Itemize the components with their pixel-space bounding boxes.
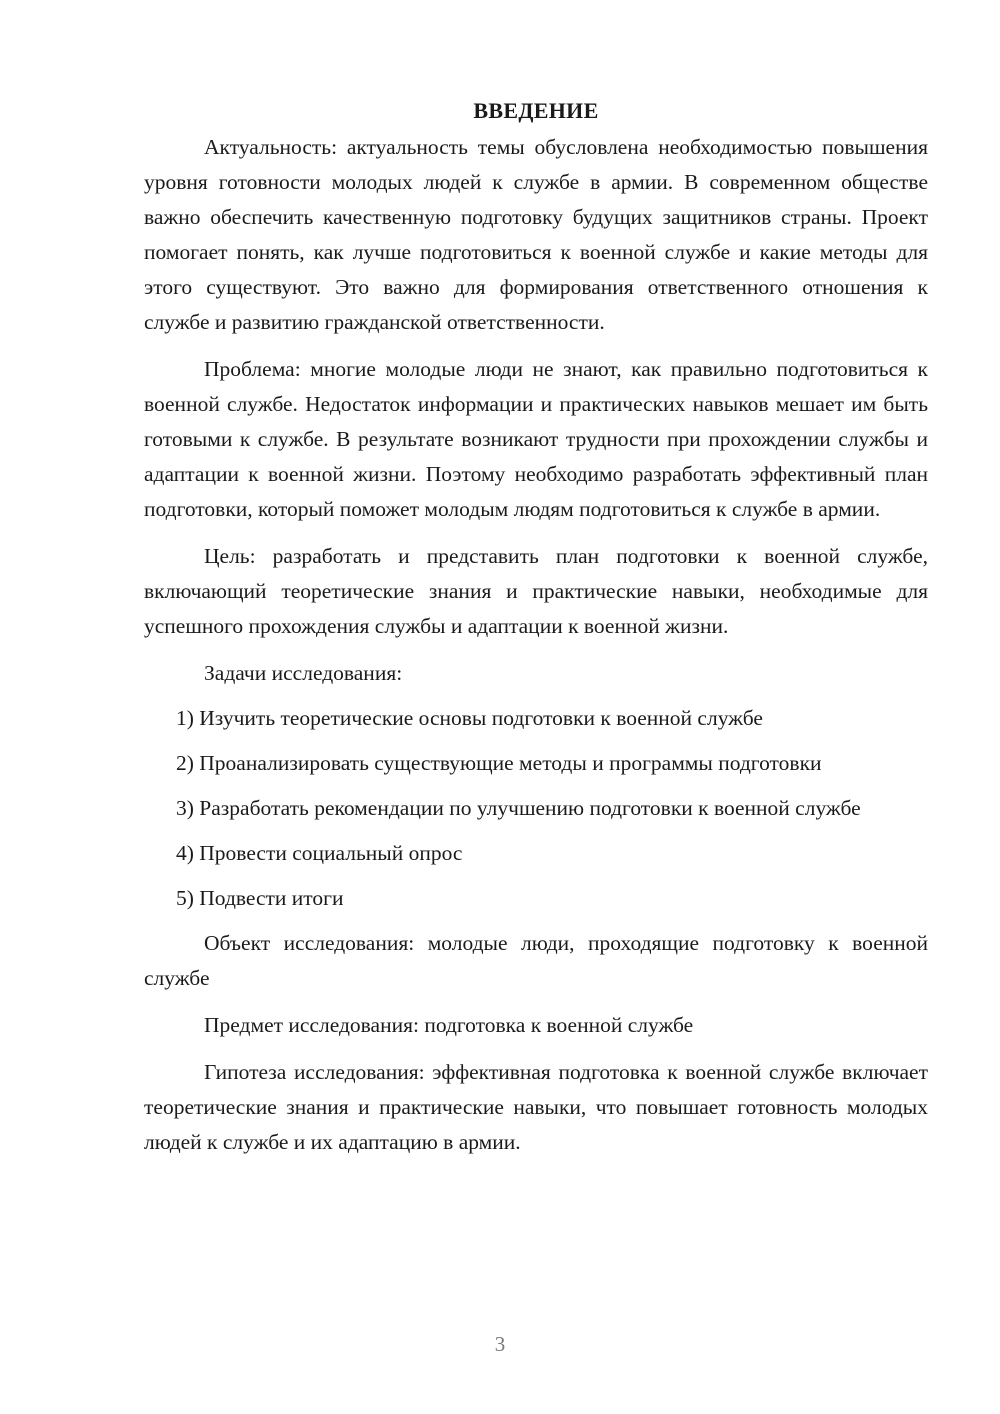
tasks-list: [144, 701, 928, 916]
task-item-3: 3) Разработать рекомендации по улучшению подготовки к военной службе: [176, 796, 861, 820]
task-item-5: 5) Подвести итоги: [176, 886, 344, 910]
paragraph-relevance: Актуальность: актуальность темы обусловлена необходимостью повышения уровня готовности молодых людей к службе в армии. В современном обществе важно обеспечить качественную подготовку будущих защитников страны. Проект помогает понять, как лучше подготовиться к военной службе и какие методы для этого существуют. Это важно для формирования ответственного отношения к службе и развитию гражданской ответственности.: [144, 135, 928, 334]
paragraph-hypothesis: Гипотеза исследования: эффективная подготовка к военной службе включает теоретические знания и практические навыки, что повышает готовность молодых людей к службе и их адаптацию в армии.: [144, 1060, 928, 1154]
page-title: ВВЕДЕНИЕ: [473, 98, 599, 123]
paragraph-subject: Предмет исследования: подготовка к военной службе: [204, 1013, 694, 1037]
paragraph-object: Объект исследования: молодые люди, проходящие подготовку к военной службе: [144, 931, 928, 990]
tasks-heading: Задачи исследования:: [204, 661, 403, 685]
task-item-4: 4) Провести социальный опрос: [176, 841, 463, 865]
document-page: [144, 96, 928, 1172]
task-item-1: 1) Изучить теоретические основы подготовки к военной службе: [176, 706, 763, 730]
page-number: 3: [494, 1332, 506, 1356]
paragraph-problem: Проблема: многие молодые люди не знают, как правильно подготовиться к военной службе. Недостаток информации и практических навыков мешает им быть готовыми к службе. В результате возникают трудности при прохождении службы и адаптации к военной жизни. Поэтому необходимо разработать эффективный план подготовки, который поможет молодым людям подготовиться к службе в армии.: [144, 357, 928, 521]
paragraph-goal: Цель: разработать и представить план подготовки к военной службе, включающий теоретические знания и практические навыки, необходимые для успешного прохождения службы и адаптации к военной жизни.: [144, 544, 928, 638]
task-item-2: 2) Проанализировать существующие методы и программы подготовки: [176, 751, 822, 775]
